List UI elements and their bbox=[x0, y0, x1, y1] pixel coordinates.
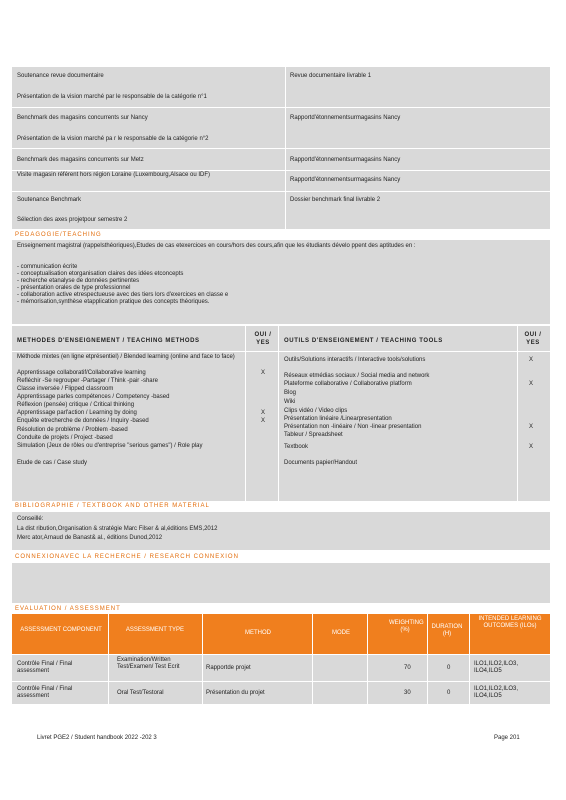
pedagogie-item: - recherche etanalyse de données pertinentes bbox=[17, 278, 140, 284]
tool-row: Blog bbox=[284, 390, 297, 396]
eval-header-mode: MODE bbox=[332, 630, 350, 636]
tool-yes-mark: X bbox=[529, 357, 534, 363]
eval-type: Examination/Written Test/Examen/ Test Ecrit bbox=[117, 657, 180, 670]
activity-left-2: Présentation de la vision marché par le responsable de la catégorie n°1 bbox=[17, 94, 207, 100]
eval-ilos: ILO1,ILO2,ILO3, ILO4,ILO5 bbox=[474, 686, 519, 699]
eval-header-component: ASSESSMENT COMPONENT bbox=[20, 627, 102, 633]
method-row: Simulation (Jeux de rôles ou d'entreprise "serious games") / Role play bbox=[17, 443, 203, 449]
method-yes-mark: X bbox=[261, 418, 266, 424]
method-row: Conduite de projets / Project -based bbox=[17, 435, 113, 441]
tools-yes-header: OUI / YES bbox=[524, 332, 542, 346]
tool-row: Réseaux etmédias sociaux / Social media and network bbox=[284, 373, 430, 379]
eval-duration: 0 bbox=[447, 665, 451, 671]
footer-left: Livret PGE2 / Student handbook 2022 -202 3 bbox=[37, 735, 157, 741]
method-row: Méthode mixtes (en ligne etprésentiel) / Blended learning (online and face to face) bbox=[17, 354, 235, 360]
connexion-title: CONNEXIONAVEC LA RECHERCHE / RESEARCH CONNEXION bbox=[15, 554, 239, 560]
method-row: Apprentissage parl'action / Learning by doing bbox=[17, 410, 137, 416]
activity-right-5: Dossier benchmark final livrable 2 bbox=[290, 197, 381, 203]
tool-row: Clips vidéo / Video clips bbox=[284, 408, 348, 414]
tools-header: OUTILS D'ENSEIGNEMENT / TEACHING TOOLS bbox=[284, 338, 443, 344]
pedagogie-item: - collaboration active etrespectueuse avec des tiers lors d'exercices en classe e bbox=[17, 292, 229, 298]
tool-yes-mark: X bbox=[529, 444, 534, 450]
connexion-block bbox=[12, 563, 550, 603]
method-row: Enquête etrecherche de données / Inquiry -based bbox=[17, 418, 149, 424]
pedagogie-intro: Enseignement magistral (rappelsthéoriques),Etudes de cas etexercices en cours/hors des cours,afin que les étudiants dévelo ppent des aptitudes en : bbox=[17, 243, 416, 249]
tool-row: Outils/Solutions interactifs / Interactive tools/solutions bbox=[284, 357, 426, 363]
activity-right-3: Rapportd'étonnementsurmagasins Nancy bbox=[290, 157, 401, 163]
pedagogie-title: PEDAGOGIE/TEACHING bbox=[15, 232, 102, 238]
activity-left-5: Benchmark des magasins concurrents sur Metz bbox=[17, 157, 144, 163]
eval-duration: 0 bbox=[447, 690, 451, 696]
methods-yes-header: OUI / YES bbox=[254, 332, 272, 346]
eval-header-duration: DURATION (H) bbox=[431, 624, 463, 637]
method-row: Résolution de problème / Problem -based bbox=[17, 427, 128, 433]
eval-header-weight: WEIGHTING (%) bbox=[389, 620, 424, 633]
tool-row: Textbook bbox=[284, 444, 309, 450]
eval-method: Présentation du projet bbox=[206, 690, 265, 696]
eval-component: Contrôle Final / Final assessment bbox=[17, 686, 73, 699]
pedagogie-item: - conceptualisation etorganisation claires des idées etconcepts bbox=[17, 271, 184, 277]
method-row: Classe inversée / Flipped classroom bbox=[17, 386, 114, 392]
tool-row: Tableur / Spreadsheet bbox=[284, 432, 343, 438]
eval-method: Rapportde projet bbox=[206, 665, 251, 671]
activity-left-4: Présentation de la vision marché pa r le responsable de la catégorie n°2 bbox=[17, 136, 209, 142]
method-yes-mark: X bbox=[261, 370, 266, 376]
evaluation-title: EVALUATION / ASSESSMENT bbox=[15, 606, 121, 612]
pedagogie-item: - communication écrite bbox=[17, 264, 78, 270]
eval-header-ilos: INTENDED LEARNING OUTCOMES (ILOs) bbox=[478, 616, 542, 629]
method-row: Réflexion (pensée) critique / Critical thinking bbox=[17, 402, 135, 408]
activity-left-7: Soutenance Benchmark bbox=[17, 197, 82, 203]
tool-row: Présentation linéaire /Linearpresentation bbox=[284, 416, 392, 422]
tool-row: Présentation non -linéaire / Non -linear presentation bbox=[284, 424, 422, 430]
tool-row: Plateforme collaborative / Collaborative platform bbox=[284, 381, 412, 387]
footer-page: Page 201 bbox=[494, 735, 520, 741]
method-yes-mark: X bbox=[261, 410, 266, 416]
eval-header-method: METHOD bbox=[245, 630, 271, 636]
eval-component: Contrôle Final / Final assessment bbox=[17, 661, 73, 674]
activity-left-1: Soutenance revue documentaire bbox=[17, 73, 104, 79]
bibliography-line: Merc ator,Arnaud de Banast& al., éditions Dunod,2012 bbox=[17, 535, 163, 541]
eval-weight: 30 bbox=[404, 690, 411, 696]
activity-right-1: Revue documentaire livrable 1 bbox=[290, 73, 372, 79]
eval-header-type: ASSESSMENT TYPE bbox=[125, 627, 185, 633]
activity-left-3: Benchmark des magasins concurrents sur Nancy bbox=[17, 115, 148, 121]
tool-yes-mark: X bbox=[529, 424, 534, 430]
bibliography-title: BIBLIOGRAPHIE / TEXTBOOK AND OTHER MATERIAL bbox=[15, 503, 210, 509]
activity-left-6: Visite magasin référent hors région Loraine (Luxembourg,Alsace ou IDF) bbox=[17, 172, 210, 178]
eval-weight: 70 bbox=[404, 665, 411, 671]
eval-ilos: ILO1,ILO2,ILO3, ILO4,ILO5 bbox=[474, 661, 519, 674]
tool-row: Documents papier/Handout bbox=[284, 460, 358, 466]
method-row: Etude de cas / Case study bbox=[17, 460, 88, 466]
method-row: Apprentissage parles compétences / Competency -based bbox=[17, 394, 170, 400]
method-row: Apprentissage collaboratif/Collaborative learning bbox=[17, 370, 146, 376]
method-row: Refléchir -Se regrouper -Partager / Think -pair -share bbox=[17, 378, 158, 384]
pedagogie-item: - mémorisation,synthèse etapplication pratique des concepts théoriques. bbox=[17, 299, 210, 305]
tool-row: Wiki bbox=[284, 399, 296, 405]
activity-right-4: Rapportd'étonnementsurmagasins Nancy bbox=[290, 177, 401, 183]
pedagogie-item: - présentation orales de type professionnel bbox=[17, 285, 131, 291]
eval-type: Oral Test/Testoral bbox=[117, 690, 164, 696]
activity-right-2: Rapportd'étonnementsurmagasins Nancy bbox=[290, 115, 401, 121]
bibliography-line: La dist ribution,Organisation & stratégie Marc Filser & al,éditions EMS,2012 bbox=[17, 526, 218, 532]
methods-header: METHODES D'ENSEIGNEMENT / TEACHING METHODS bbox=[17, 338, 200, 344]
bibliography-line: Conseillé: bbox=[17, 516, 44, 522]
tool-yes-mark: X bbox=[529, 381, 534, 387]
activity-left-8: Sélection des axes projetpour semestre 2 bbox=[17, 217, 128, 223]
